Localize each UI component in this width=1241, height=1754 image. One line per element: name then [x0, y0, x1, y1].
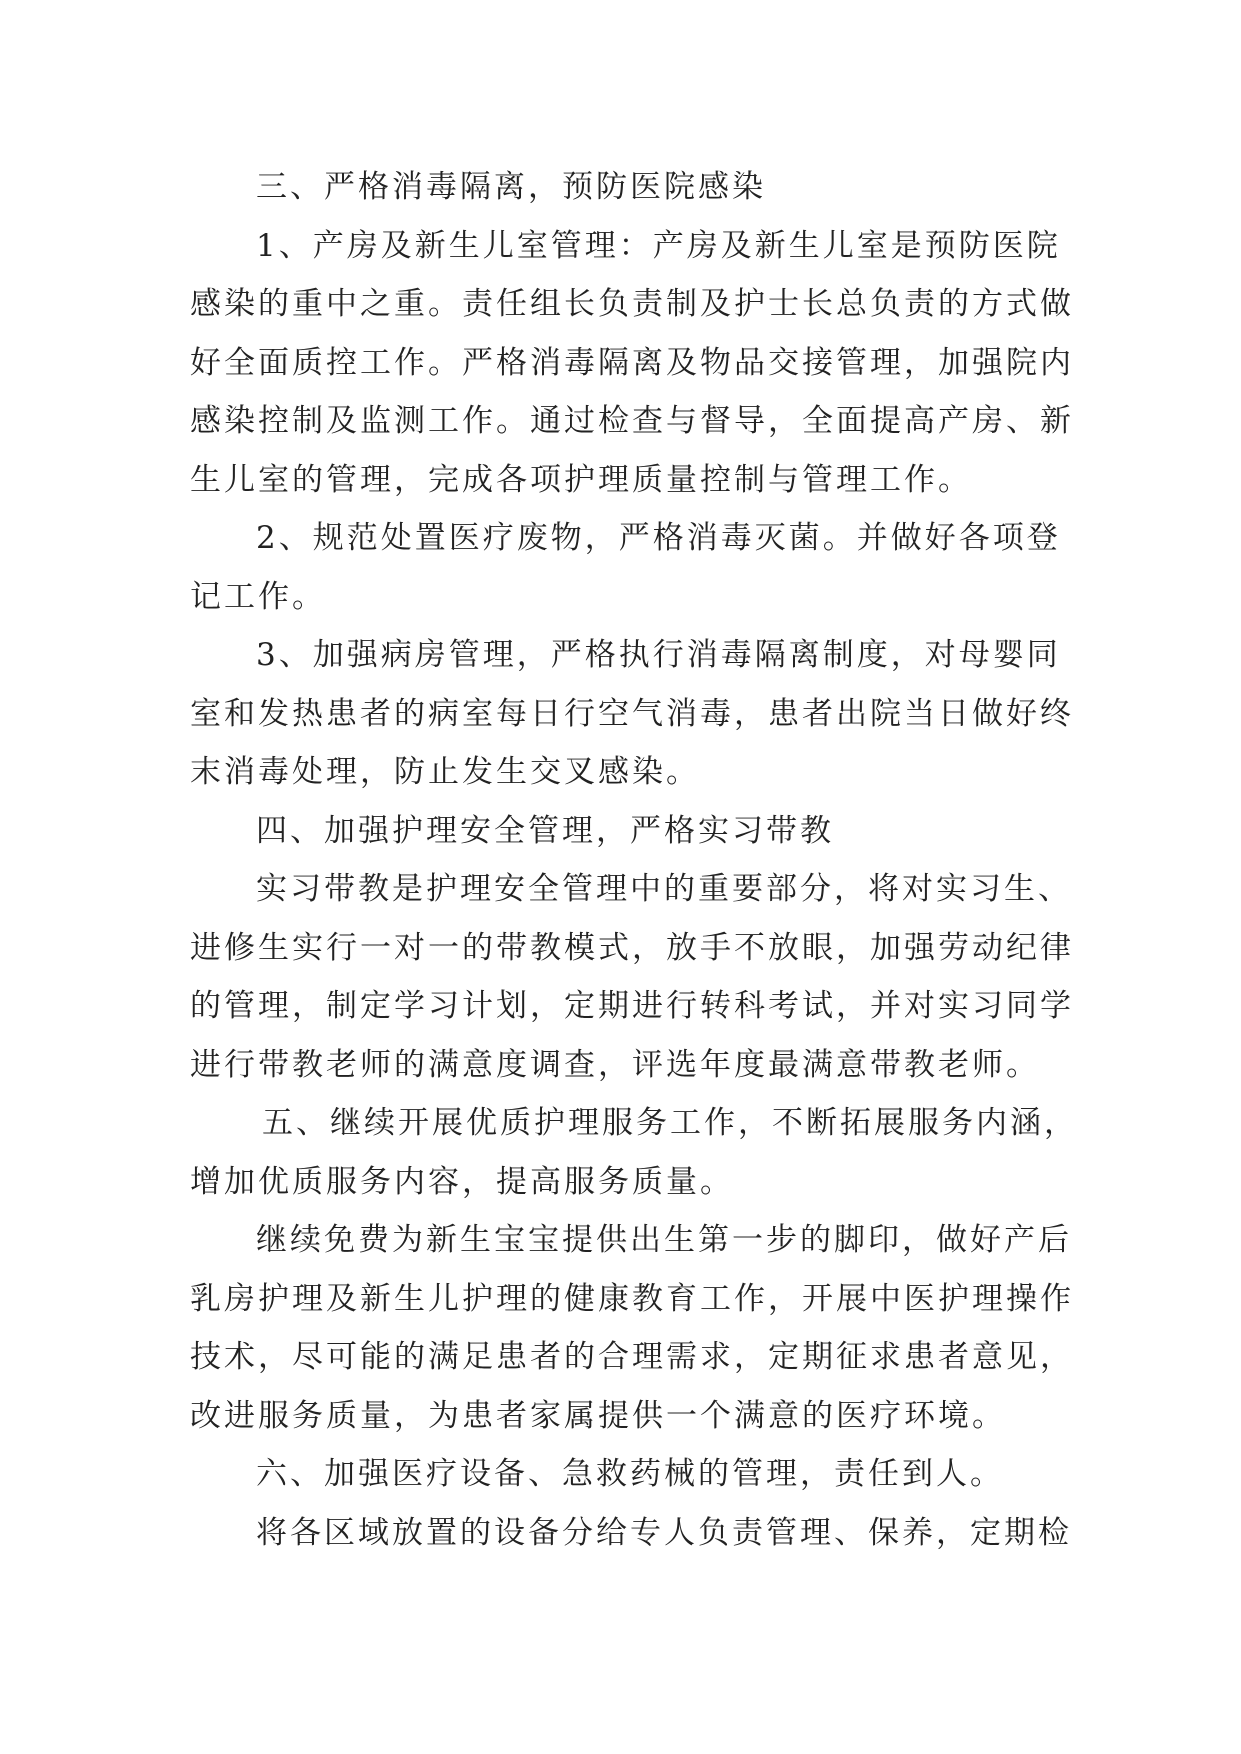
paragraph-line: 3、加强病房管理，严格执行消毒隔离制度，对母婴同 — [256, 637, 1061, 673]
paragraph-line: 继续免费为新生宝宝提供出生第一步的脚印，做好产后 — [256, 1222, 1072, 1258]
paragraph-line: 技术，尽可能的满足患者的合理需求，定期征求患者意见， — [190, 1339, 1074, 1375]
paragraph-line: 2、规范处置医疗废物，严格消毒灭菌。并做好各项登 — [256, 520, 1061, 556]
paragraph-line: 感染的重中之重。责任组长负责制及护士长总负责的方式做 — [190, 286, 1074, 322]
paragraph-line: 进行带教老师的满意度调查，评选年度最满意带教老师。 — [190, 1046, 1040, 1083]
section-heading-6: 六、加强医疗设备、急救药械的管理，责任到人。 — [256, 1456, 1004, 1492]
document-body — [190, 158, 1078, 1562]
paragraph-line: 实习带教是护理安全管理中的重要部分，将对实习生、 — [256, 871, 1072, 907]
section-heading-4: 四、加强护理安全管理，严格实习带教 — [256, 812, 834, 849]
paragraph-line: 增加优质服务内容，提高服务质量。 — [190, 1163, 734, 1200]
section-heading-5: 五、继续开展优质护理服务工作，不断拓展服务内涵， — [262, 1105, 1078, 1141]
section-heading-3: 三、严格消毒隔离，预防医院感染 — [256, 169, 766, 205]
paragraph-line: 乳房护理及新生儿护理的健康教育工作，开展中医护理操作 — [190, 1280, 1074, 1317]
paragraph-line: 进修生实行一对一的带教模式，放手不放眼，加强劳动纪律 — [190, 929, 1074, 966]
paragraph-line: 感染控制及监测工作。通过检查与督导，全面提高产房、新 — [190, 403, 1074, 439]
paragraph-line: 室和发热患者的病室每日行空气消毒，患者出院当日做好终 — [190, 695, 1074, 732]
paragraph-line: 1、产房及新生儿室管理：产房及新生儿室是预防医院 — [256, 227, 1061, 264]
paragraph-line: 记工作。 — [190, 578, 326, 615]
paragraph-line: 将各区域放置的设备分给专人负责管理、保养，定期检 — [256, 1514, 1072, 1551]
paragraph-line: 改进服务质量，为患者家属提供一个满意的医疗环境。 — [190, 1397, 1006, 1434]
paragraph-line: 生儿室的管理，完成各项护理质量控制与管理工作。 — [190, 461, 972, 498]
paragraph-line: 的管理，制定学习计划，定期进行转科考试，并对实习同学 — [190, 988, 1074, 1024]
paragraph-line: 末消毒处理，防止发生交叉感染。 — [190, 754, 700, 790]
paragraph-line: 好全面质控工作。严格消毒隔离及物品交接管理，加强院内 — [190, 344, 1074, 381]
